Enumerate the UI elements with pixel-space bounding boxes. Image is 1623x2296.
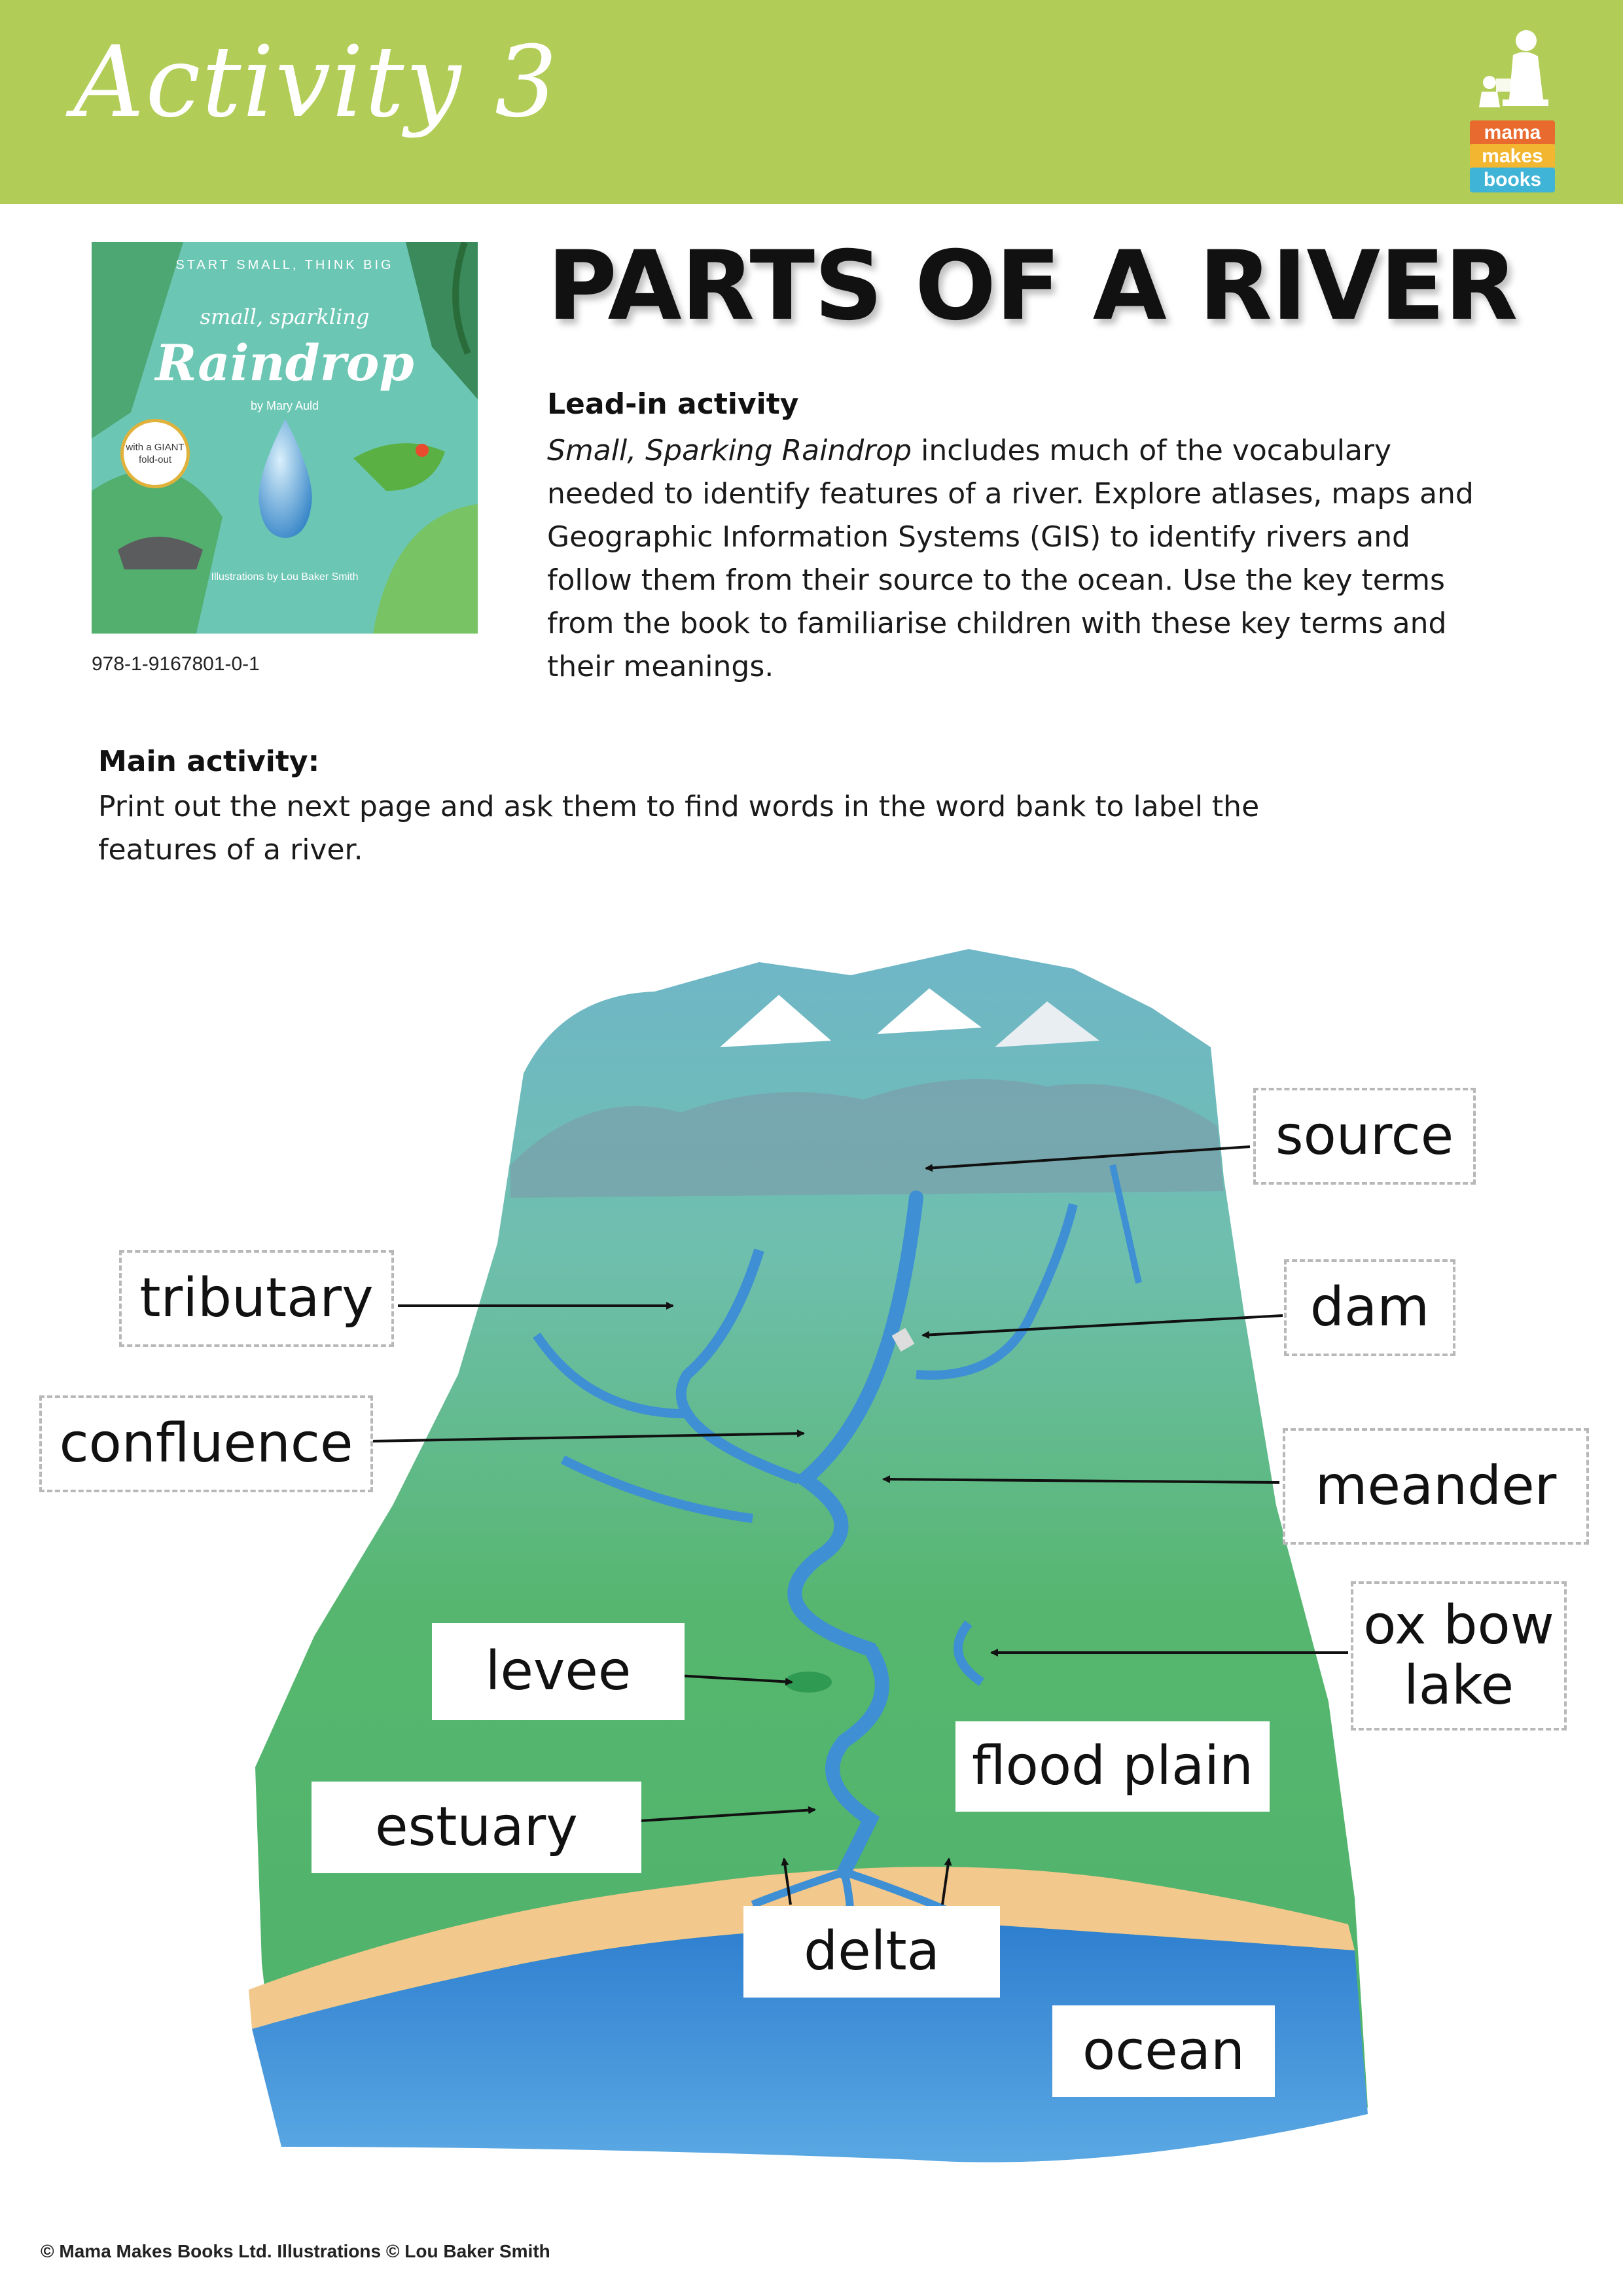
lead-in-heading: Lead-in activity bbox=[547, 387, 799, 421]
lead-in-text: includes much of the vocabulary needed to identify features of a river. Explore atlases, maps and Geographic Information Systems (GIS) to identify rivers and follow them from their source to the ocean. Use the key terms from the book to familiarise children with these key terms and their meanings. bbox=[547, 434, 1474, 683]
cover-title: Raindrop bbox=[155, 334, 414, 392]
main-activity-heading: Main activity: bbox=[98, 745, 320, 778]
cover-top-text: START SMALL, THINK BIG bbox=[175, 258, 394, 272]
label-levee: levee bbox=[432, 1623, 685, 1720]
cover-illustrator: Illustrations by Lou Baker Smith bbox=[211, 571, 359, 583]
footer-copyright: © Mama Makes Books Ltd. Illustrations © Lou Baker Smith bbox=[41, 2241, 550, 2261]
river-diagram bbox=[0, 916, 1623, 2186]
label-source: source bbox=[1253, 1088, 1476, 1185]
label-estuary: estuary bbox=[312, 1782, 641, 1873]
logo-word-books: books bbox=[1470, 168, 1555, 192]
book-cover bbox=[92, 242, 478, 634]
cover-author: by Mary Auld bbox=[250, 399, 319, 412]
label-confluence: confluence bbox=[39, 1395, 373, 1492]
activity-title: Activity 3 bbox=[73, 26, 559, 139]
label-ox-bow-lake-line2: lake bbox=[1403, 1655, 1514, 1717]
lead-in-book-name: Small, Sparking Raindrop bbox=[547, 434, 912, 467]
page-title: PARTS OF A RIVER bbox=[547, 230, 1518, 342]
mama-makes-books-logo bbox=[1463, 26, 1561, 190]
label-flood-plain: flood plain bbox=[955, 1721, 1270, 1812]
lead-in-body bbox=[547, 429, 1476, 689]
main-activity-body: Print out the next page and ask them to find words in the word bank to label the features of a river. bbox=[98, 790, 1260, 867]
label-delta: delta bbox=[743, 1906, 1000, 1998]
label-tributary: tributary bbox=[119, 1250, 394, 1347]
cover-subtitle: small, sparkling bbox=[200, 304, 370, 329]
logo-word-mama: mama bbox=[1470, 120, 1555, 145]
logo-word-makes: makes bbox=[1470, 144, 1555, 169]
mama-reading-figure-icon bbox=[1463, 26, 1561, 118]
label-dam: dam bbox=[1284, 1259, 1455, 1356]
isbn: 978-1-9167801-0-1 bbox=[92, 653, 260, 675]
header-banner bbox=[0, 0, 1623, 204]
cover-badge-text: with a GIANT fold-out bbox=[126, 442, 185, 465]
label-ocean: ocean bbox=[1052, 2005, 1275, 2097]
cover-badge bbox=[120, 419, 190, 488]
label-meander: meander bbox=[1283, 1428, 1589, 1545]
label-ox-bow-lake bbox=[1351, 1581, 1567, 1731]
label-ox-bow-lake-line1: ox bow bbox=[1363, 1594, 1554, 1657]
